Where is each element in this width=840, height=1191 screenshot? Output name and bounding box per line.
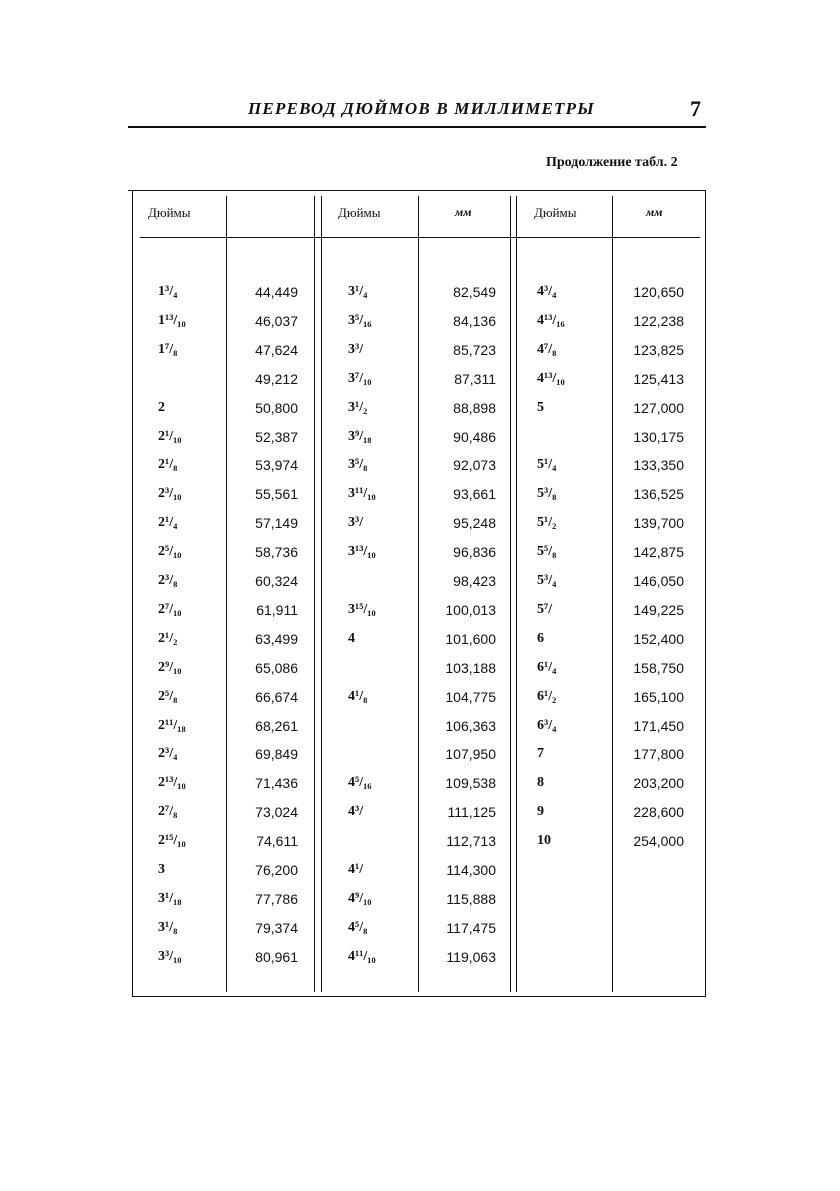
column-header-mm: мм [455, 205, 472, 219]
table-right-border [705, 190, 706, 996]
mm-value-cell: 100,013 [445, 602, 496, 618]
inch-value-cell: 2⁹/₁₀ [158, 660, 182, 675]
inch-value-cell: 9 [537, 804, 544, 819]
mm-value-cell: 88,898 [453, 400, 496, 416]
mm-value-cell: 127,000 [633, 400, 684, 416]
inch-value-cell: 2³/₈ [158, 573, 178, 588]
mm-value-cell: 84,136 [453, 313, 496, 329]
mm-value-cell: 87,311 [454, 371, 496, 387]
inch-value-cell: 3⁵/₈ [348, 457, 368, 472]
inch-value-cell: 2⁷/₈ [158, 804, 178, 819]
mm-value-cell: 117,475 [446, 920, 496, 936]
column-header-inches: Дюймы [338, 205, 381, 220]
inch-value-cell: 3¹/₂ [348, 400, 368, 415]
mm-value-cell: 96,836 [453, 544, 496, 560]
mm-value-cell: 130,175 [633, 429, 684, 445]
inch-value-cell: 7 [537, 746, 544, 761]
inch-value-cell: 3³/ [348, 515, 364, 530]
mm-value-cell: 65,086 [255, 660, 298, 676]
inch-value-cell: 4¹³/₁₀ [537, 371, 565, 386]
inch-value-cell: 6¹/₄ [537, 660, 557, 675]
mm-value-cell: 66,674 [255, 689, 298, 705]
inch-value-cell: 2 [158, 400, 165, 415]
inch-value-cell: 2¹⁵/₁₀ [158, 833, 186, 848]
mm-value-cell: 149,225 [633, 602, 684, 618]
inch-value-cell: 5⁷/ [537, 602, 553, 617]
mm-value-cell: 152,400 [633, 631, 684, 647]
mm-value-cell: 77,786 [255, 891, 298, 907]
inch-value-cell: 3¹/₁₈ [158, 891, 182, 906]
inch-value-cell: 2³/₄ [158, 746, 178, 761]
mm-value-cell: 119,063 [446, 949, 496, 965]
inch-value-cell: 8 [537, 775, 544, 790]
inch-value-cell: 2⁷/₁₀ [158, 602, 182, 617]
mm-value-cell: 93,661 [453, 486, 496, 502]
inch-value-cell: 4¹/₈ [348, 689, 368, 704]
mm-value-cell: 50,800 [255, 400, 298, 416]
mm-value-cell: 109,538 [445, 775, 496, 791]
mm-value-cell: 98,423 [453, 573, 496, 589]
inch-value-cell: 4¹³/₁₆ [537, 313, 565, 328]
header-rule [128, 126, 706, 128]
inch-value-cell: 6 [537, 631, 544, 646]
inch-value-cell: 4⁵/₈ [348, 920, 368, 935]
inch-value-cell: 2⁵/₈ [158, 689, 178, 704]
mm-value-cell: 79,374 [255, 920, 298, 936]
mm-value-cell: 90,486 [453, 429, 496, 445]
column-header-mm: мм [646, 205, 663, 219]
inch-value-cell: 4⁷/₈ [537, 342, 557, 357]
mm-value-cell: 61,911 [256, 602, 298, 618]
mm-value-cell: 114,300 [446, 862, 496, 878]
mm-value-cell: 69,849 [255, 746, 298, 762]
mm-value-cell: 142,875 [633, 544, 684, 560]
inch-value-cell: 4⁹/₁₀ [348, 891, 372, 906]
mm-value-cell: 254,000 [633, 833, 684, 849]
inch-value-cell: 5¹/₂ [537, 515, 557, 530]
inch-value-cell: 4 [348, 631, 355, 646]
mm-value-cell: 123,825 [633, 342, 684, 358]
inch-value-cell: 2¹/₂ [158, 631, 178, 646]
mm-value-cell: 53,974 [255, 457, 298, 473]
page-header-title: ПЕРЕВОД ДЮЙМОВ В МИЛЛИМЕТРЫ [248, 99, 595, 118]
mm-value-cell: 82,549 [453, 284, 496, 300]
mm-value-cell: 133,350 [633, 457, 684, 473]
mm-value-cell: 68,261 [255, 718, 298, 734]
inch-value-cell: 5⁵/₈ [537, 544, 557, 559]
inch-value-cell: 5³/₄ [537, 573, 557, 588]
inch-value-cell: 1³/₄ [158, 284, 178, 299]
inch-value-cell: 3⁵/₁₆ [348, 313, 372, 328]
inch-value-cell: 4³/ [348, 804, 364, 819]
col-divider [510, 196, 511, 992]
table-left-border [132, 190, 133, 996]
table-caption: Продолжение табл. 2 [546, 155, 678, 170]
inch-value-cell: 2⁵/₁₀ [158, 544, 182, 559]
column-header-inches: Дюймы [534, 205, 577, 220]
table-bottom-rule [132, 996, 706, 997]
mm-value-cell: 73,024 [255, 804, 298, 820]
inch-value-cell: 4¹¹/₁₀ [348, 949, 376, 964]
mm-value-cell: 122,238 [633, 313, 684, 329]
mm-value-cell: 104,775 [445, 689, 496, 705]
mm-value-cell: 57,149 [255, 515, 298, 531]
inch-value-cell: 2¹/₄ [158, 515, 178, 530]
inch-value-cell: 3¹³/₁₀ [348, 544, 376, 559]
inch-value-cell: 5³/₈ [537, 486, 557, 501]
mm-value-cell: 71,436 [255, 775, 298, 791]
mm-value-cell: 228,600 [633, 804, 684, 820]
mm-value-cell: 47,624 [255, 342, 298, 358]
inch-value-cell: 6³/₄ [537, 718, 557, 733]
mm-value-cell: 120,650 [633, 284, 684, 300]
mm-value-cell: 106,363 [445, 718, 496, 734]
mm-value-cell: 165,100 [633, 689, 684, 705]
mm-value-cell: 46,037 [255, 313, 298, 329]
mm-value-cell: 171,450 [633, 718, 684, 734]
mm-value-cell: 101,600 [445, 631, 496, 647]
inch-value-cell: 2¹/₈ [158, 457, 178, 472]
inch-value-cell: 2¹/₁₀ [158, 429, 182, 444]
mm-value-cell: 80,961 [255, 949, 298, 965]
inch-value-cell: 4³/₄ [537, 284, 557, 299]
mm-value-cell: 52,387 [255, 429, 298, 445]
inch-value-cell: 2¹³/₁₀ [158, 775, 186, 790]
table-top-rule [128, 190, 706, 191]
mm-value-cell: 74,611 [256, 833, 298, 849]
inch-value-cell: 2³/₁₀ [158, 486, 182, 501]
mm-value-cell: 55,561 [255, 486, 298, 502]
mm-value-cell: 115,888 [446, 891, 496, 907]
col-divider [321, 196, 322, 992]
inch-value-cell: 1¹³/₁₀ [158, 313, 186, 328]
mm-value-cell: 58,736 [255, 544, 298, 560]
inch-value-cell: 5¹/₄ [537, 457, 557, 472]
mm-value-cell: 103,188 [445, 660, 496, 676]
mm-value-cell: 76,200 [255, 862, 298, 878]
inch-value-cell: 4⁵/₁₆ [348, 775, 372, 790]
inch-value-cell: 3¹⁵/₁₀ [348, 602, 376, 617]
inch-value-cell: 3⁹/₁₈ [348, 429, 372, 444]
inch-value-cell: 10 [537, 833, 551, 848]
col-divider [314, 196, 315, 992]
inch-value-cell: 3¹¹/₁₀ [348, 486, 376, 501]
inch-value-cell: 5 [537, 400, 544, 415]
inch-value-cell: 6¹/₂ [537, 689, 557, 704]
inch-value-cell: 2¹¹/₁₈ [158, 718, 186, 733]
inch-value-cell: 3¹/₈ [158, 920, 178, 935]
col-divider [516, 196, 517, 992]
mm-value-cell: 49,212 [255, 371, 298, 387]
inch-value-cell: 3³/ [348, 342, 364, 357]
mm-value-cell: 63,499 [255, 631, 298, 647]
mm-value-cell: 112,713 [446, 833, 496, 849]
mm-value-cell: 44,449 [255, 284, 298, 300]
mm-value-cell: 177,800 [633, 746, 684, 762]
mm-value-cell: 85,723 [453, 342, 496, 358]
mm-value-cell: 203,200 [633, 775, 684, 791]
mm-value-cell: 125,413 [633, 371, 684, 387]
mm-value-cell: 158,750 [633, 660, 684, 676]
mm-value-cell: 146,050 [633, 573, 684, 589]
inch-value-cell: 1⁷/₈ [158, 342, 178, 357]
column-header-inches: Дюймы [148, 205, 191, 220]
inch-value-cell: 3 [158, 862, 165, 877]
mm-value-cell: 139,700 [633, 515, 684, 531]
inch-value-cell: 4¹/ [348, 862, 364, 877]
mm-value-cell: 60,324 [255, 573, 298, 589]
page-number: 7 [690, 96, 701, 121]
inch-value-cell: 3¹/₄ [348, 284, 368, 299]
mm-value-cell: 136,525 [633, 486, 684, 502]
mm-value-cell: 107,950 [445, 746, 496, 762]
mm-value-cell: 95,248 [453, 515, 496, 531]
mm-value-cell: 92,073 [453, 457, 496, 473]
inch-value-cell: 3³/₁₀ [158, 949, 182, 964]
mm-value-cell: 111,125 [447, 804, 496, 820]
header-bottom-rule [140, 237, 700, 238]
inch-value-cell: 3⁷/₁₀ [348, 371, 372, 386]
